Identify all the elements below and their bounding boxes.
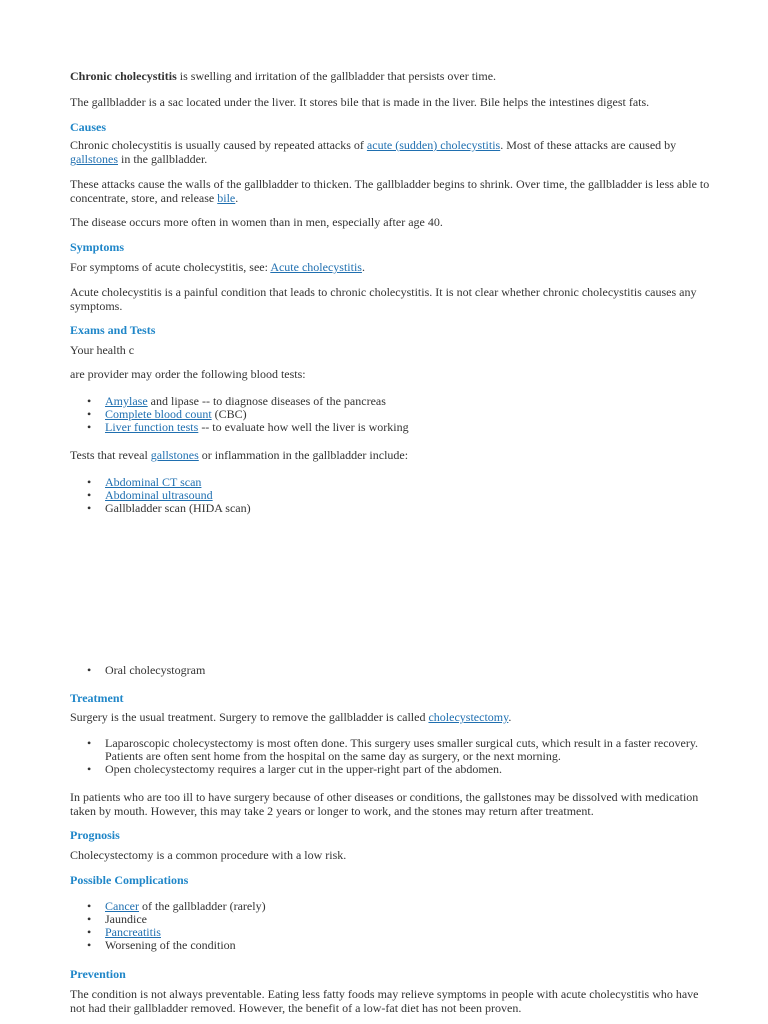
list-item: • Oral cholecystogram [70,664,710,677]
intro-paragraph-2: The gallbladder is a sac located under the liver. It stores bile that is made in the liver. Bile helps the intestines digest fats. [70,95,650,109]
treatment-options-list [70,737,710,776]
symptoms-paragraph-1: For symptoms of acute cholecystitis, see: Acute cholecystitis. [70,260,365,274]
acute-cholecystitis-link-2[interactable]: Acute cholecystitis [270,260,362,274]
blood-tests-list [70,395,710,434]
pancreatitis-link[interactable]: Pancreatitis [105,925,161,939]
symptoms-heading: Symptoms [70,240,125,254]
complications-heading: Possible Complications [70,873,189,887]
causes-paragraph-3: The disease occurs more often in women than in men, especially after age 40. [70,215,443,229]
prognosis-heading: Prognosis [70,828,120,842]
list-item: • Open cholecystectomy requires a larger cut in the upper-right part of the abdomen. [70,763,710,776]
list-item: • Gallbladder scan (HIDA scan) [70,502,710,515]
causes-paragraph-1: Chronic cholecystitis is usually caused by repeated attacks of acute (sudden) cholecystitis. Most of these attacks are caused by gallstones in the gallbladder. [70,138,677,166]
exams-paragraph-2: are provider may order the following blood tests: [70,367,306,381]
exams-paragraph-3: Tests that reveal gallstones or inflammation in the gallbladder include: [70,448,409,462]
list-item: • Cancer of the gallbladder (rarely) [70,900,710,913]
treatment-heading: Treatment [70,691,124,705]
complications-list [70,900,710,952]
liver-function-tests-link[interactable]: Liver function tests [105,420,199,434]
list-item: • Amylase and lipase -- to diagnose diseases of the pancreas [70,395,710,408]
exams-paragraph-1: Your health c [70,343,135,357]
complete-blood-count-link[interactable]: Complete blood count [105,407,212,421]
list-item: • Laparoscopic cholecystectomy is most often done. This surgery uses smaller surgical cuts, which result in a faster recovery. Patients are often sent home from the hospital on the same day as surgery, or the next morning. [70,737,710,763]
list-item: • Complete blood count (CBC) [70,408,710,421]
list-item: • Jaundice [70,913,710,926]
imaging-tests-list-continued [70,664,710,677]
prognosis-paragraph: Cholecystectomy is a common procedure with a low risk. [70,848,347,862]
gallstones-link[interactable]: gallstones [70,152,118,166]
acute-cholecystitis-link[interactable]: acute (sudden) cholecystitis [366,138,501,152]
causes-paragraph-2: These attacks cause the walls of the gallbladder to thicken. The gallbladder begins to shrink. Over time, the gallbladder is less able to concentrate, store, and release bile. [70,177,710,205]
prevention-heading: Prevention [70,967,126,981]
intro-paragraph: Chronic cholecystitis is swelling and irritation of the gallbladder that persists over time. [70,69,497,83]
abdominal-ct-scan-link[interactable]: Abdominal CT scan [105,475,202,489]
exams-heading: Exams and Tests [70,323,156,337]
amylase-link[interactable]: Amylase [105,394,148,408]
abdominal-ultrasound-link[interactable]: Abdominal ultrasound [105,488,213,502]
gallstones-link-2[interactable]: gallstones [150,448,199,462]
prevention-paragraph: The condition is not always preventable. Eating less fatty foods may relieve symptoms in people with acute cholecystitis who have not had their gallbladder removed. However, the benefit of a low-fat diet has not been proven. [70,987,699,1015]
treatment-paragraph-2: In patients who are too ill to have surgery because of other diseases or conditions, the gallstones may be dissolved with medication taken by mouth. However, this may take 2 years or longer to work, and the stones may return after treatment. [70,790,699,818]
bile-link[interactable]: bile [217,191,236,205]
imaging-tests-list [70,476,710,515]
list-item: • Liver function tests -- to evaluate how well the liver is working [70,421,710,434]
intro-term: Chronic cholecystitis [70,69,177,83]
list-item: • Worsening of the condition [70,939,710,952]
cancer-link[interactable]: Cancer [105,899,139,913]
symptoms-paragraph-2: Acute cholecystitis is a painful condition that leads to chronic cholecystitis. It is not clear whether chronic cholecystitis causes any symptoms. [70,285,697,313]
cholecystectomy-link[interactable]: cholecystectomy [428,710,509,724]
causes-heading: Causes [70,120,107,134]
treatment-paragraph-1: Surgery is the usual treatment. Surgery to remove the gallbladder is called cholecystectomy. [70,710,512,724]
